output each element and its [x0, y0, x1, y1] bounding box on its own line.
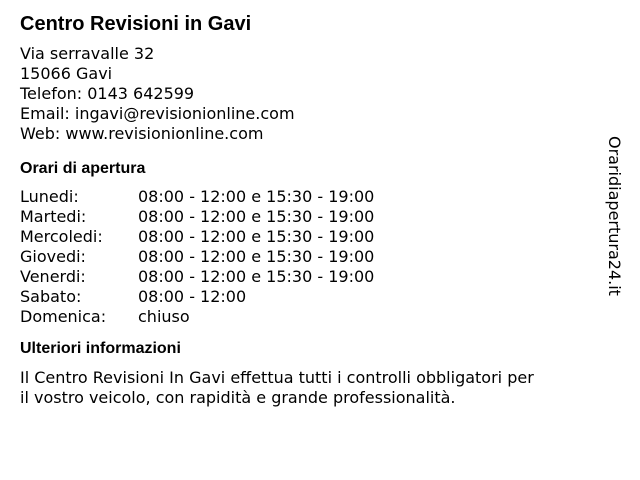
time-value: 08:00 - 12:00 e 15:30 - 19:00	[138, 187, 375, 206]
day-label: Martedi:	[20, 207, 87, 226]
hours-row-tuesday	[20, 207, 600, 227]
day-label: Giovedi:	[20, 247, 86, 266]
address-street: Via serravalle 32	[20, 44, 155, 63]
hours-row-wednesday	[20, 227, 600, 247]
time-value: 08:00 - 12:00	[138, 287, 247, 306]
email-line: Email: ingavi@revisionionline.com	[20, 104, 295, 123]
hours-row-friday	[20, 267, 600, 287]
time-value: 08:00 - 12:00 e 15:30 - 19:00	[138, 207, 375, 226]
day-label: Sabato:	[20, 287, 82, 306]
hours-row-sunday	[20, 307, 600, 327]
day-label: Mercoledi:	[20, 227, 103, 246]
business-title: Centro Revisioni in Gavi	[20, 13, 252, 35]
hours-row-monday	[20, 187, 600, 207]
day-label: Domenica:	[20, 307, 107, 326]
opening-hours-heading: Orari di apertura	[20, 160, 146, 177]
day-label: Venerdi:	[20, 267, 86, 286]
web-line: Web: www.revisionionline.com	[20, 124, 264, 143]
hours-row-saturday	[20, 287, 600, 307]
contact-block	[20, 44, 600, 144]
time-value: 08:00 - 12:00 e 15:30 - 19:00	[138, 227, 375, 246]
time-value: 08:00 - 12:00 e 15:30 - 19:00	[138, 267, 375, 286]
phone-line: Telefon: 0143 642599	[20, 84, 195, 103]
opening-hours-table	[20, 187, 600, 327]
site-watermark: Oraridiapertura24.it	[605, 136, 624, 296]
address-city: 15066 Gavi	[20, 64, 113, 83]
time-value: chiuso	[138, 307, 190, 326]
business-card	[20, 12, 600, 408]
time-value: 08:00 - 12:00 e 15:30 - 19:00	[138, 247, 375, 266]
day-label: Lunedi:	[20, 187, 79, 206]
additional-info-text: Il Centro Revisioni In Gavi effettua tutti i controlli obbligatori per il vostro veicolo, con rapidità e grande professionalità.	[20, 368, 534, 407]
additional-info-heading: Ulteriori informazioni	[20, 340, 181, 357]
hours-row-thursday	[20, 247, 600, 267]
